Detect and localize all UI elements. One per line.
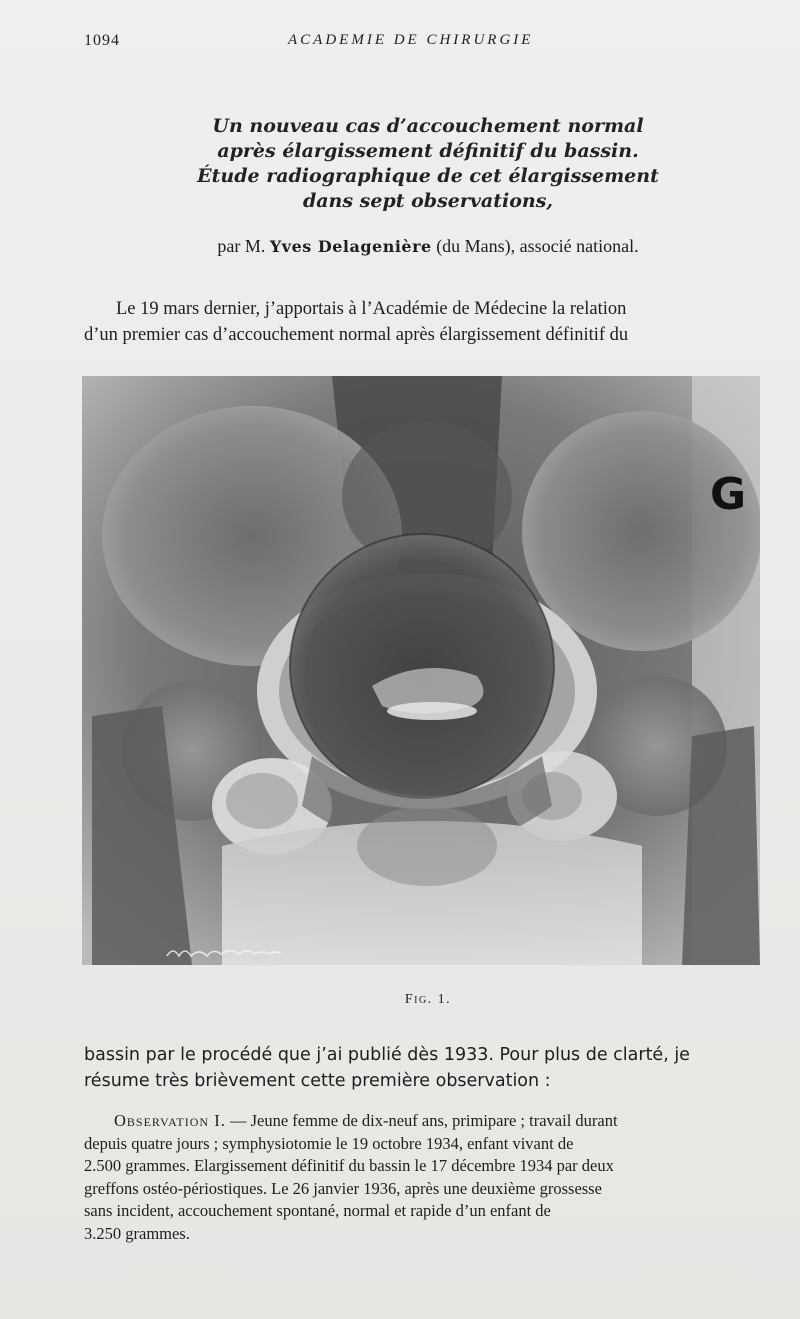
running-head: ACADEMIE DE CHIRURGIE: [288, 32, 534, 48]
text-line: d’un premier cas d’accouchement normal après élargissement définitif du: [84, 325, 629, 345]
text-line: [84, 1110, 772, 1133]
byline-affiliation: (du Mans), associé national.: [436, 236, 639, 256]
observation-paragraph: [84, 1110, 772, 1245]
article-title: [84, 114, 772, 214]
title-line: Un nouveau cas d’accouchement normal: [212, 115, 644, 137]
title-line: après élargissement définitif du bassin.: [217, 140, 639, 162]
intro-paragraph: [84, 296, 772, 348]
text-line: 3.250 grammes.: [84, 1223, 190, 1243]
author-name: Yves Delagenière: [269, 237, 432, 256]
text-line: 2.500 grammes. Elargissement définitif du bassin le 17 décembre 1934 par deux: [84, 1156, 614, 1175]
byline: [84, 236, 772, 257]
observation-text: — Jeune femme de dix-neuf ans, primipare ; travail durant: [225, 1111, 618, 1130]
title-line: Étude radiographique de cet élargissement: [197, 165, 659, 187]
text-line: greffons ostéo-périostiques. Le 26 janvier 1936, après une deuxième grossesse: [84, 1178, 602, 1198]
text-line: Le 19 mars dernier, j’apportais à l’Académie de Médecine la relation: [116, 299, 627, 319]
text-line: résume très brièvement cette première observation :: [84, 1071, 551, 1091]
pelvis-radiograph: [82, 376, 760, 965]
byline-prefix: par M.: [217, 236, 266, 256]
continuation-paragraph: [84, 1042, 772, 1094]
radiograph-image: [82, 376, 760, 965]
figure-caption: Fig. 1.: [404, 992, 452, 1007]
page-number: 1094: [84, 32, 120, 49]
title-line: dans sept observations,: [302, 190, 554, 212]
observation-label: Observation I.: [114, 1111, 226, 1130]
text-line: depuis quatre jours ; symphysiotomie le 19 octobre 1934, enfant vivant de: [84, 1133, 574, 1153]
text-line: bassin par le procédé que j’ai publié dès 1933. Pour plus de clarté, je: [84, 1045, 690, 1065]
text-line: sans incident, accouchement spontané, normal et rapide d’un enfant de: [84, 1201, 551, 1220]
side-marker-label: G: [710, 469, 747, 520]
